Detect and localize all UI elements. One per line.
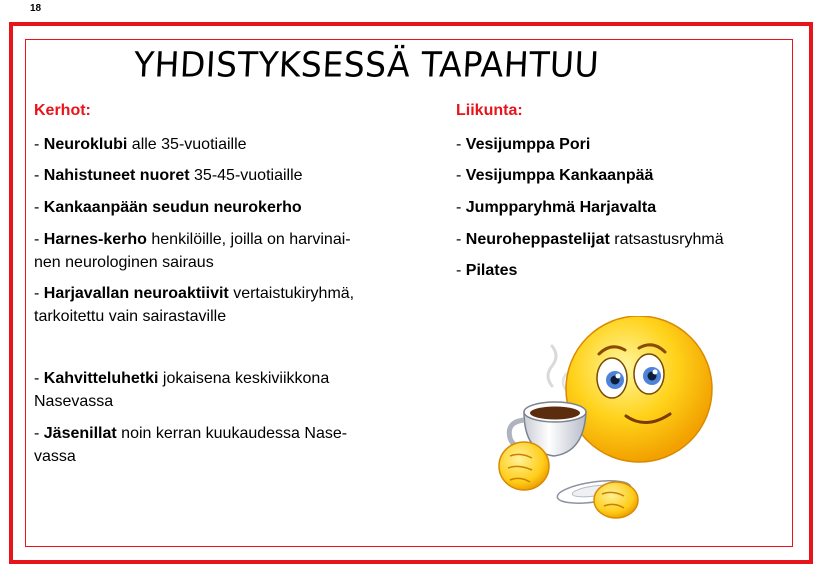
list-item: - Vesijumppa Kankaanpää bbox=[456, 167, 654, 184]
list-item: - Kahvitteluhetki jokaisena keskiviikkona Nasevassa bbox=[34, 370, 330, 410]
list-item: - Nahistuneet nuoret 35-45-vuotiaille bbox=[34, 167, 303, 184]
list-item: - Jäsenillat noin kerran kuukaudessa Nase- vassa bbox=[34, 425, 348, 465]
page-title: YHDISTYKSESSÄ TAPAHTUU bbox=[132, 44, 601, 85]
kerhot-heading: Kerhot: bbox=[34, 102, 91, 119]
list-item: - Harjavallan neuroaktiivit vertaistukiryhmä, tarkoitettu vain sairastaville bbox=[34, 285, 355, 325]
list-item: - Harnes-kerho henkilöille, joilla on harvinai- nen neurologinen sairaus bbox=[34, 231, 351, 271]
list-item: - Neuroklubi alle 35-vuotiaille bbox=[34, 136, 247, 153]
liikunta-heading: Liikunta: bbox=[456, 102, 523, 119]
list-item: - Jumpparyhmä Harjavalta bbox=[456, 199, 657, 216]
list-item: - Kankaanpään seudun neurokerho bbox=[34, 199, 302, 216]
smiley-with-coffee-cup-icon bbox=[494, 316, 724, 526]
page-number: 18 bbox=[30, 3, 42, 14]
list-item: - Vesijumppa Pori bbox=[456, 136, 591, 153]
list-item: - Pilates bbox=[456, 262, 518, 279]
list-item: - Neuroheppastelijat ratsastusryhmä bbox=[456, 231, 724, 248]
